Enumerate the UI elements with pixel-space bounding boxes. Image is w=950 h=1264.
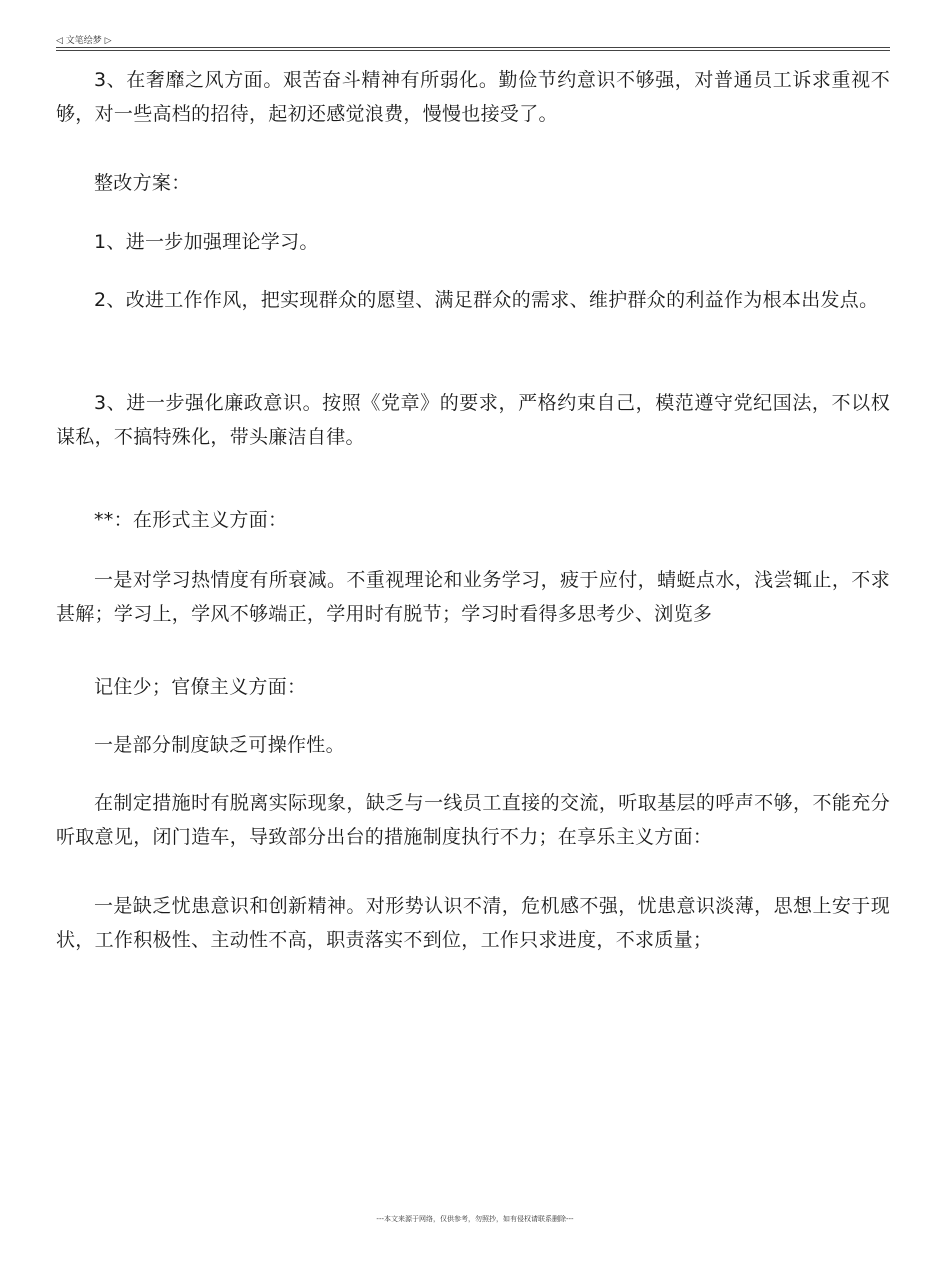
paragraph-measures: 在制定措施时有脱离实际现象，缺乏与一线员工直接的交流，听取基层的呼声不够，不能充分听取意见，闭门造车，导致部分出台的措施制度执行不力；在享乐主义方面：: [56, 792, 890, 848]
paragraph-item-1: 1、进一步加强理论学习。: [94, 231, 319, 253]
header-divider-bottom: [56, 50, 890, 51]
paragraph-item-2: 2、改进工作作风，把实现群众的愿望、满足群众的需求、维护群众的利益作为根本出发点。: [94, 289, 879, 311]
paragraph-system-operability: 一是部分制度缺乏可操作性。: [94, 734, 345, 756]
header-divider-top: [56, 47, 890, 48]
paragraph-bureaucratism-heading: 记住少；官僚主义方面：: [94, 676, 307, 698]
page-footer: ---本文来源于网络，仅供参考，勿照抄，如有侵权请联系删除---: [376, 1215, 574, 1223]
paragraph-item-3: 3、进一步强化廉政意识。按照《党章》的要求，严格约束自己，模范遵守党纪国法，不以权谋私，不搞特殊化，带头廉洁自律。: [56, 392, 890, 448]
header-brand-text: ◁ 文笔绘梦 ▷: [56, 36, 112, 46]
paragraph-hedonism: 一是缺乏忧患意识和创新精神。对形势认识不清，危机感不强，忧患意识淡薄，思想上安于现状，工作积极性、主动性不高，职责落实不到位，工作只求进度，不求质量；: [56, 895, 890, 951]
paragraph-formalism-heading: **：在形式主义方面：: [94, 509, 288, 531]
paragraph-extravagance: 3、在奢靡之风方面。艰苦奋斗精神有所弱化。勤俭节约意识不够强，对普通员工诉求重视不够，对一些高档的招待，起初还感觉浪费，慢慢也接受了。: [56, 69, 890, 125]
paragraph-study-enthusiasm: 一是对学习热情度有所衰减。不重视理论和业务学习，疲于应付，蜻蜓点水，浅尝辄止，不求甚解；学习上，学风不够端正，学用时有脱节；学习时看得多思考少、浏览多: [56, 569, 890, 625]
page-header: [56, 35, 890, 55]
paragraph-rectification-heading: 整改方案：: [94, 172, 191, 194]
